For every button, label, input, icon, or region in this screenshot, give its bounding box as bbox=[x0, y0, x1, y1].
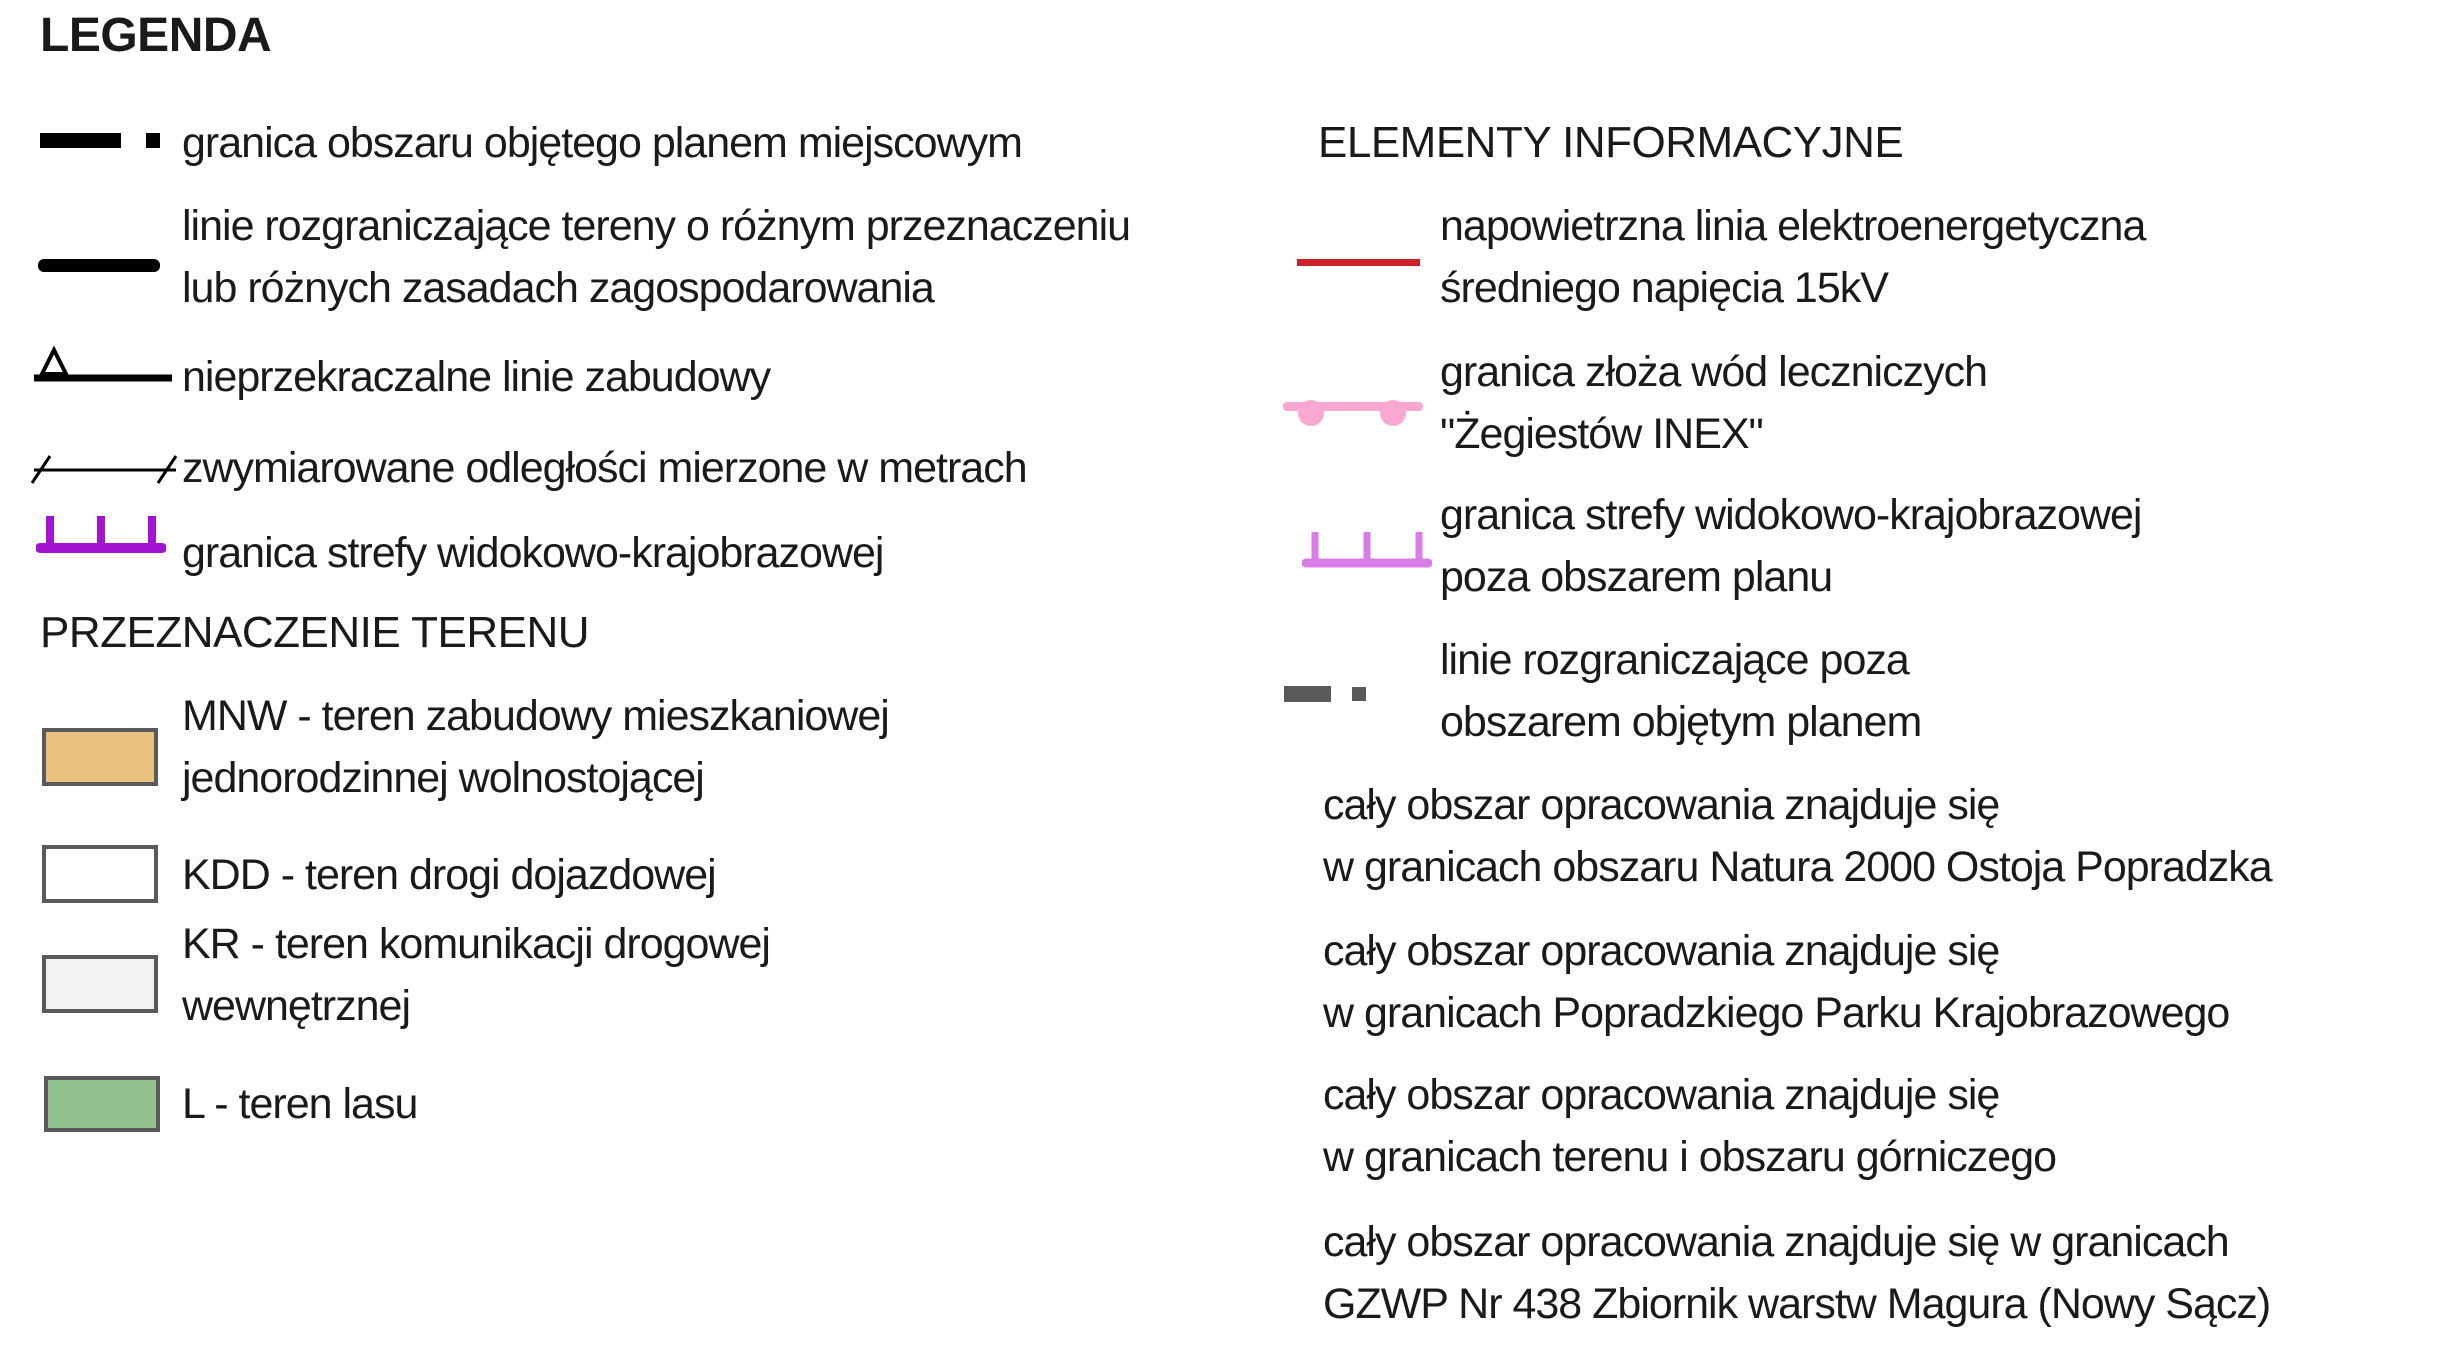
info-item-text: "Żegiestów INEX" bbox=[1440, 410, 1763, 458]
zone-label bbox=[182, 844, 716, 906]
note-mining-area bbox=[1323, 1064, 2056, 1188]
healing-waters-boundary-icon bbox=[1283, 396, 1427, 436]
note-text: cały obszar opracowania znajduje się bbox=[1323, 781, 2000, 829]
info-item-text: obszarem objętym planem bbox=[1440, 698, 1922, 746]
zone-text: KDD - teren drogi dojazdowej bbox=[182, 851, 716, 899]
dividing-line-icon bbox=[38, 259, 160, 272]
legend-item-text: linie rozgraniczające tereny o różnym przeznaczeniu bbox=[182, 202, 1131, 250]
zone-text: jednorodzinnej wolnostojącej bbox=[182, 754, 704, 802]
zone-swatch-kr bbox=[42, 955, 158, 1013]
zone-swatch-kdd bbox=[42, 845, 158, 903]
view-landscape-zone-line-icon bbox=[36, 508, 166, 556]
section-title-informational: ELEMENTY INFORMACYJNE bbox=[1318, 118, 1904, 167]
legend-item-label bbox=[182, 195, 1130, 319]
legend-title: LEGENDA bbox=[40, 9, 272, 62]
zone-text: wewnętrznej bbox=[182, 982, 410, 1030]
note-text: cały obszar opracowania znajduje się w granicach bbox=[1323, 1218, 2229, 1266]
zone-label bbox=[182, 685, 889, 809]
legend-item-text: granica obszaru objętego planem miejscowym bbox=[182, 119, 1022, 167]
info-item-label bbox=[1440, 629, 1921, 753]
info-item-label bbox=[1440, 341, 1987, 465]
note-text: w granicach Popradzkiego Parku Krajobrazowego bbox=[1323, 989, 2230, 1037]
zone-text: KR - teren komunikacji drogowej bbox=[182, 920, 770, 968]
info-item-text: granica złoża wód leczniczych bbox=[1440, 348, 1987, 396]
info-item-label bbox=[1440, 484, 2141, 608]
note-text: cały obszar opracowania znajduje się bbox=[1323, 927, 2000, 975]
power-line-15kv-icon bbox=[1297, 259, 1420, 266]
note-popradzki-park bbox=[1323, 920, 2229, 1044]
info-item-text: linie rozgraniczające poza bbox=[1440, 636, 1909, 684]
legend-item-text: lub różnych zasadach zagospodarowania bbox=[182, 264, 934, 312]
note-text: w granicach obszaru Natura 2000 Ostoja Popradzka bbox=[1323, 843, 2272, 891]
plan-boundary-dot-icon bbox=[146, 133, 160, 148]
legend-item-label bbox=[182, 522, 883, 584]
legend-item-text: nieprzekraczalne linie zabudowy bbox=[182, 353, 771, 401]
building-limit-line-icon bbox=[30, 341, 178, 387]
legend-item-label bbox=[182, 346, 770, 408]
section-title-land-use: PRZEZNACZENIE TERENU bbox=[40, 608, 590, 657]
legend-item-text: granica strefy widokowo-krajobrazowej bbox=[182, 529, 884, 577]
legend-item-label bbox=[182, 112, 1022, 174]
zone-text: L - teren lasu bbox=[182, 1080, 418, 1128]
info-item-text: granica strefy widokowo-krajobrazowej bbox=[1440, 491, 2142, 539]
zone-swatch-l bbox=[44, 1076, 160, 1132]
zone-label bbox=[182, 1073, 417, 1135]
dimension-line-icon bbox=[28, 448, 182, 490]
info-item-text: napowietrzna linia elektroenergetyczna bbox=[1440, 202, 2146, 250]
note-text: cały obszar opracowania znajduje się bbox=[1323, 1071, 2000, 1119]
hollow-triangle bbox=[42, 350, 66, 374]
view-landscape-outside-plan-icon bbox=[1302, 524, 1432, 570]
outside-plan-dash-icon bbox=[1284, 686, 1331, 702]
info-item-text: poza obszarem planu bbox=[1440, 553, 1833, 601]
zone-text: MNW - teren zabudowy mieszkaniowej bbox=[182, 692, 889, 740]
legend-item-label bbox=[182, 437, 1027, 499]
note-natura-2000 bbox=[1323, 774, 2272, 898]
zone-label bbox=[182, 913, 770, 1037]
plan-boundary-dash-icon bbox=[40, 133, 121, 148]
legend-item-text: zwymiarowane odległości mierzone w metrach bbox=[182, 444, 1027, 492]
scallop-bump bbox=[1380, 400, 1406, 426]
scallop-bump bbox=[1298, 400, 1324, 426]
note-gzwp-438 bbox=[1323, 1211, 2270, 1335]
note-text: GZWP Nr 438 Zbiornik warstw Magura (Nowy Sącz) bbox=[1323, 1280, 2271, 1328]
zone-swatch-mnw bbox=[42, 728, 158, 786]
outside-plan-dot-icon bbox=[1352, 687, 1366, 701]
info-item-text: średniego napięcia 15kV bbox=[1440, 264, 1888, 312]
info-item-label bbox=[1440, 195, 2145, 319]
note-text: w granicach terenu i obszaru górniczego bbox=[1323, 1133, 2057, 1181]
